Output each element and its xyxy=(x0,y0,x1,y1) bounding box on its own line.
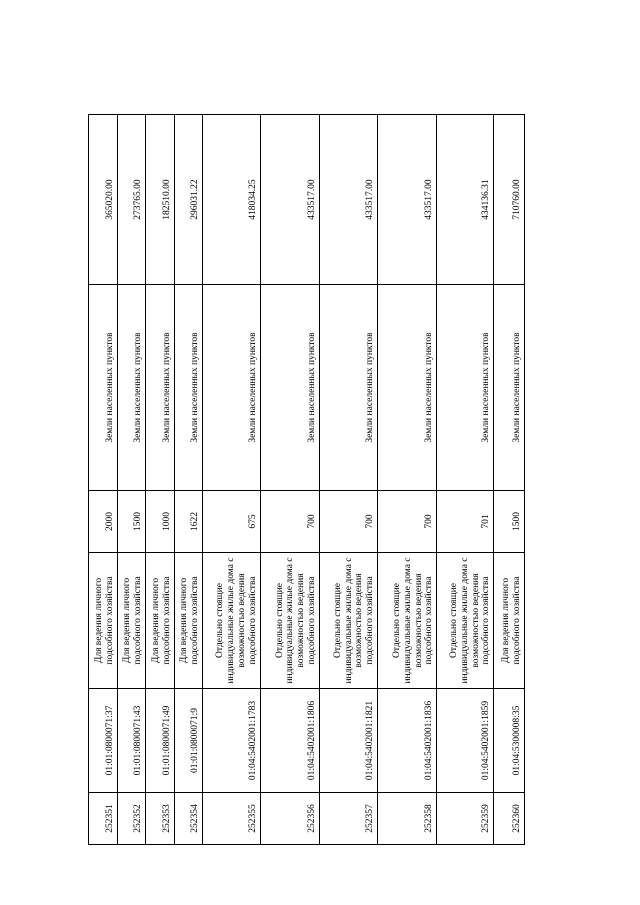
area-cell: 2000 xyxy=(89,491,118,553)
row-id-cell: 252358 xyxy=(378,793,437,845)
permitted-use-cell: Отдельно стоящие индивидуальные жилые дома с возможностью ведения подсобного хозяйства xyxy=(437,553,494,689)
row-id-cell: 252353 xyxy=(146,793,175,845)
permitted-use-cell: Для ведения личного подсобного хозяйства xyxy=(117,553,146,689)
land-category-cell: Земли населенных пунктов xyxy=(320,285,378,491)
land-category-cell: Земли населенных пунктов xyxy=(261,285,320,491)
table-row xyxy=(494,115,525,845)
permitted-use-cell: Отдельно стоящие индивидуальные жилые дома с возможностью ведения подсобного хозяйства xyxy=(261,553,320,689)
row-id-cell: 252354 xyxy=(174,793,203,845)
cadastral-number-cell: 01:01:0800071:37 xyxy=(89,689,118,793)
cadastral-number-cell: 01:01:0800071:9 xyxy=(174,689,203,793)
table-row xyxy=(146,115,175,845)
cadastral-number-cell: 01:04:5402001:1836 xyxy=(378,689,437,793)
cadastral-value-cell: 433517.00 xyxy=(378,115,437,285)
table-row xyxy=(320,115,378,845)
land-category-cell: Земли населенных пунктов xyxy=(89,285,118,491)
row-id-cell: 252356 xyxy=(261,793,320,845)
land-category-cell: Земли населенных пунктов xyxy=(203,285,261,491)
cadastral-value-cell: 418034.25 xyxy=(203,115,261,285)
permitted-use-cell: Для ведения личного подсобного хозяйства xyxy=(89,553,118,689)
permitted-use-cell: Для ведения личного подсобного хозяйства xyxy=(494,553,525,689)
table-row xyxy=(89,115,118,845)
permitted-use-cell: Отдельно стоящие индивидуальные жилые дома с возможностью ведения подсобного хозяйства xyxy=(203,553,261,689)
cadastral-value-cell: 365020.00 xyxy=(89,115,118,285)
table-row xyxy=(117,115,146,845)
table-row xyxy=(203,115,261,845)
permitted-use-cell: Отдельно стоящие индивидуальные жилые дома с возможностью ведения подсобного хозяйства xyxy=(320,553,378,689)
area-cell: 675 xyxy=(203,491,261,553)
area-cell: 1500 xyxy=(117,491,146,553)
permitted-use-cell: Для ведения личного подсобного хозяйства xyxy=(146,553,175,689)
row-id-cell: 252357 xyxy=(320,793,378,845)
area-cell: 700 xyxy=(378,491,437,553)
cadastral-value-cell: 296031.22 xyxy=(174,115,203,285)
permitted-use-cell: Для ведения личного подсобного хозяйства xyxy=(174,553,203,689)
area-cell: 701 xyxy=(437,491,494,553)
cadastral-value-cell: 182510.00 xyxy=(146,115,175,285)
area-cell: 700 xyxy=(320,491,378,553)
land-registry-table xyxy=(88,114,525,845)
land-category-cell: Земли населенных пунктов xyxy=(437,285,494,491)
cadastral-value-cell: 434136.31 xyxy=(437,115,494,285)
permitted-use-cell: Отдельно стоящие индивидуальные жилые дома с возможностью ведения подсобного хозяйства xyxy=(378,553,437,689)
row-id-cell: 252351 xyxy=(89,793,118,845)
area-cell: 1500 xyxy=(494,491,525,553)
row-id-cell: 252352 xyxy=(117,793,146,845)
rotated-table-container xyxy=(88,115,525,845)
table-row xyxy=(174,115,203,845)
land-category-cell: Земли населенных пунктов xyxy=(174,285,203,491)
area-cell: 1622 xyxy=(174,491,203,553)
row-id-cell: 252359 xyxy=(437,793,494,845)
cadastral-number-cell: 01:01:0800071:43 xyxy=(117,689,146,793)
land-category-cell: Земли населенных пунктов xyxy=(494,285,525,491)
land-category-cell: Земли населенных пунктов xyxy=(117,285,146,491)
cadastral-number-cell: 01:04:5402001:1806 xyxy=(261,689,320,793)
cadastral-number-cell: 01:04:5402001:1783 xyxy=(203,689,261,793)
area-cell: 1000 xyxy=(146,491,175,553)
cadastral-value-cell: 433517.00 xyxy=(320,115,378,285)
land-category-cell: Земли населенных пунктов xyxy=(378,285,437,491)
cadastral-value-cell: 710760.00 xyxy=(494,115,525,285)
row-id-cell: 252360 xyxy=(494,793,525,845)
table-body xyxy=(89,115,525,845)
cadastral-number-cell: 01:04:5402001:1859 xyxy=(437,689,494,793)
cadastral-number-cell: 01:04:5402001:1821 xyxy=(320,689,378,793)
area-cell: 700 xyxy=(261,491,320,553)
cadastral-number-cell: 01:01:0800071:49 xyxy=(146,689,175,793)
cadastral-value-cell: 433517.00 xyxy=(261,115,320,285)
land-category-cell: Земли населенных пунктов xyxy=(146,285,175,491)
table-row xyxy=(378,115,437,845)
cadastral-value-cell: 273765.00 xyxy=(117,115,146,285)
cadastral-number-cell: 01:04:5300008:35 xyxy=(494,689,525,793)
table-row xyxy=(261,115,320,845)
row-id-cell: 252355 xyxy=(203,793,261,845)
table-row xyxy=(437,115,494,845)
